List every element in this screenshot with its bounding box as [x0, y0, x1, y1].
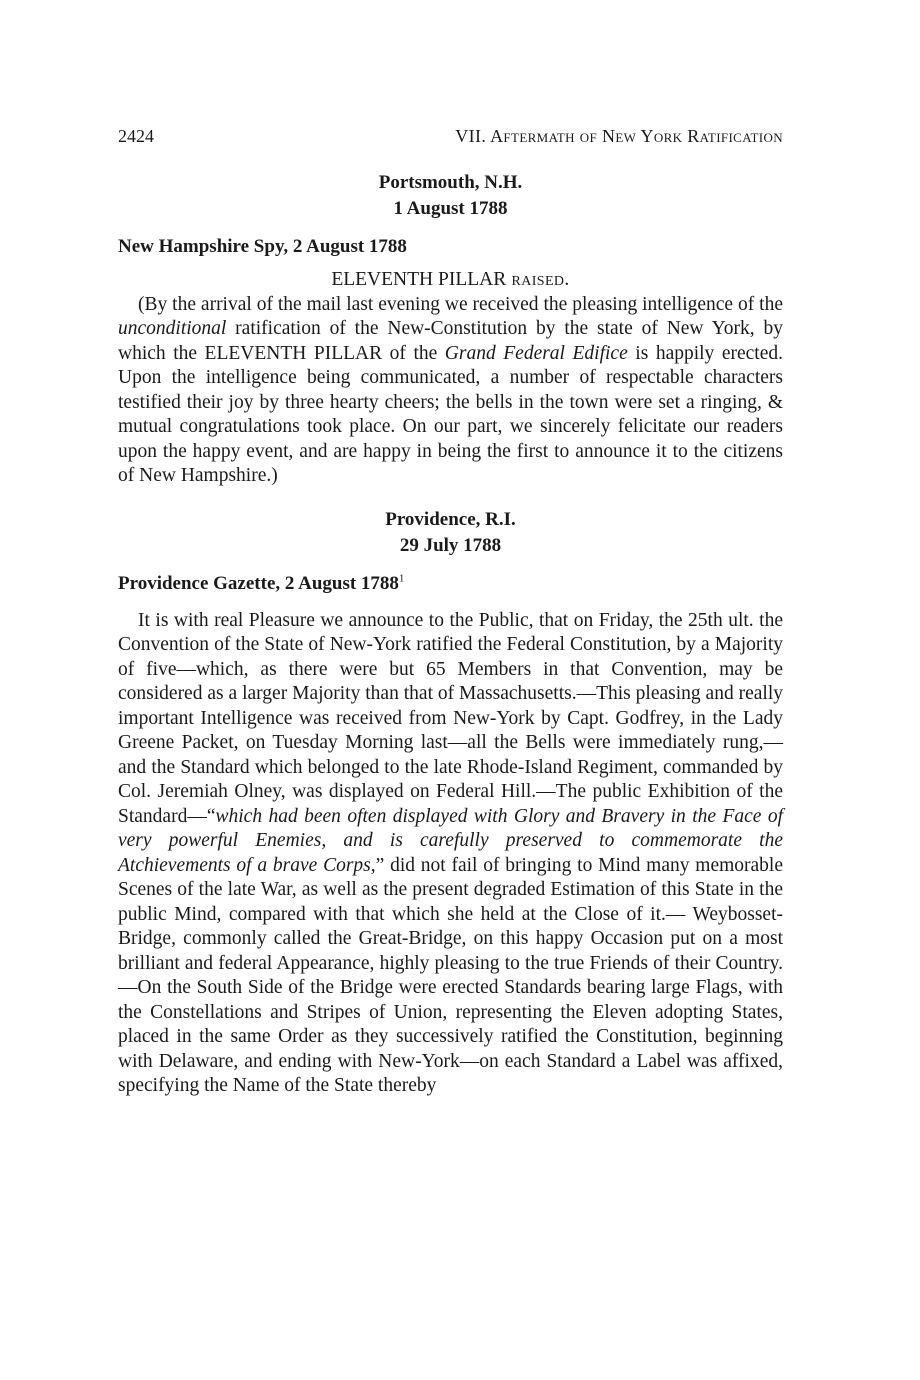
section-title: VII. Aftermath of New York Ratification — [455, 126, 783, 146]
text-run: ratification of the New-Constitution by the state of New York, by which the ELEVENTH PILLAR of the — [118, 318, 783, 364]
text-run: It is with real Pleasure we announce to the Public, that on Friday, the 25th ult. the Convention of the State of New-York ratified the Federal Constitution, by a Majority of five—which, as there were but 65 Members in that Convention, may be considered as a larger Majority than that of Massachusetts.—This pleasing and really important Intelligence was received from New-York by Capt. Godfrey, in the Lady Greene Packet, on Tuesday Morning last—all the Bells were immediately rung,—and the Standard which belonged to the late Rhode-Island Regiment, commanded by Col. Jeremiah Olney, was displayed on Federal Hill.—The public Exhibition of the Standard—“ — [118, 609, 783, 827]
footnote-reference: 1 — [398, 572, 405, 585]
italic-text-run: Grand Federal Edifice — [444, 342, 628, 364]
text-run: (By the arrival of the mail last evening we received the pleasing intelligence of the — [138, 293, 783, 315]
document-page — [118, 124, 783, 1099]
dateline-date: 29 July 1788 — [399, 534, 502, 556]
article-heading-main: ELEVENTH PILLAR — [331, 269, 507, 290]
italic-text-run: which had been often displayed with Glory and Bravery in the Face of very powerful Enemies, and is carefully preserved to commemorate the Atchievements of a brave Corps, — [118, 805, 783, 876]
article-heading — [118, 268, 783, 293]
article-body — [118, 293, 783, 489]
running-head — [118, 124, 783, 148]
entry-portsmouth — [118, 170, 783, 489]
text-run: is happily erected. Upon the intelligence being communicated, a number of respectable characters testified their joy by three hearty cheers; the bells in the town were set a ringing, & mutual congratulations took place. On our part, we sincerely felicitate our readers upon the happy event, and are happy in being the first to announce it to the citizens of New Hampshire.) — [118, 342, 784, 486]
source-title: New Hampshire Spy, 2 August 1788 — [118, 236, 407, 257]
entry-providence — [118, 507, 783, 1099]
text-run: ” did not fail of bringing to Mind many memorable Scenes of the late War, as well as the present degraded Estimation of this State in the public Mind, compared with that which she held at the Close of it.— Weybosset-Bridge, commonly called the Great-Bridge, on this happy Occasion put on a most brilliant and federal Appearance, highly pleasing to the true Friends of their Country.—On the South Side of the Bridge were erected Standards bearing large Flags, with the Constellations and Stripes of Union, representing the Eleven adopting States, placed in the same Order as they successively ratified the Constitution, beginning with Delaware, and ending with New-York—on each Standard a Label was affixed, specifying the Name of the State thereby — [118, 854, 783, 1096]
dateline-place: Portsmouth, N.H. — [378, 172, 523, 193]
page-number: 2424 — [118, 126, 154, 146]
article-body — [118, 609, 783, 1099]
dateline-place: Providence, R.I. — [385, 508, 516, 530]
italic-text-run: unconditional — [118, 318, 227, 339]
dateline-date: 1 August 1788 — [393, 198, 508, 219]
source-title-text: Providence Gazette, 2 August 1788 — [118, 572, 399, 594]
source-title — [118, 571, 783, 597]
article-heading-small: raised. — [506, 269, 570, 290]
